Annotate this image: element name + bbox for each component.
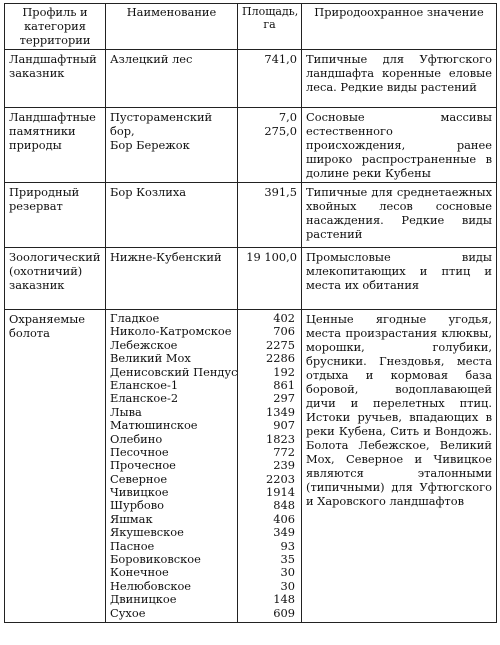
wetland-name: Матюшинское [110,418,198,433]
table-row [5,248,497,310]
wetland-area: 609 [273,605,295,620]
wetland-area: 2203 [266,471,295,486]
row-area-item: 275,0 [264,124,297,138]
wetland-area: 148 [273,592,295,607]
header-value: Природоохранное значение [302,4,497,50]
header-category: Профиль и категория территории [5,4,106,50]
row-category: Природный резерват [5,183,106,248]
row-name [106,248,238,310]
wetland-name: Лыва [110,404,142,419]
row-area [238,50,302,108]
row-area [238,183,302,248]
wetlands-name-list [106,310,238,623]
wetlands-category: Охраняемые болота [5,310,106,623]
wetland-name: Песочное [110,444,169,459]
row-value: Сосновые массивы естественного происхождения, ранее широко распространенные в долине реки Кубены [302,108,497,183]
wetlands-value: Ценные ягодные угодья, места произрастания клюквы, морошки, голубики, брусники. Гнездовья, места отдыха и кормовая база боровой, водоплавающей дичи и перелетных птиц. Истоки ручьев, впадающих в реки Кубена, Сить и Вондожь. Болота Лебежское, Великий Мох, Северное и Чивицкое являются эталонными (типичными) для Уфтюгского и Харовского ландшафтов [302,310,497,623]
wetland-area: 93 [280,538,295,553]
wetland-area: 2286 [266,351,295,366]
wetlands-row [5,310,497,623]
row-name-item: Нижне-Кубенский [110,250,222,264]
wetland-area: 1823 [266,431,295,446]
row-area-item: 7,0 [278,110,297,124]
wetland-name: Сухое [110,605,146,620]
header-row [5,4,497,50]
row-name [106,108,238,183]
wetland-area: 1914 [266,485,295,500]
row-name [106,183,238,248]
row-category: Зоологический (охотничий) заказник [5,248,106,310]
row-name [106,50,238,108]
wetland-name: Нелюбовское [110,578,192,593]
row-area-item: 741,0 [264,52,297,66]
wetland-name: Николо-Катромское [110,324,232,339]
wetland-area: 239 [273,458,295,473]
wetland-name: Олебино [110,431,163,446]
wetland-name: Гладкое [110,311,160,325]
wetland-name: Боровиковское [110,552,201,567]
row-area [238,108,302,183]
wetland-area: 2275 [266,337,295,352]
wetland-area: 297 [273,391,295,406]
wetland-area: 30 [280,565,295,580]
wetland-area: 1349 [266,404,295,419]
wetland-area: 772 [273,444,295,459]
wetland-name: Еланское-2 [110,391,179,406]
wetland-area: 349 [273,525,295,540]
protected-areas-table [4,3,497,623]
wetland-name: Шурбово [110,498,164,513]
row-value: Типичные для Уфтюгского ландшафта коренные еловые леса. Редкие виды растений [302,50,497,108]
wetland-area: 907 [273,418,295,433]
wetland-name: Еланское-1 [110,377,179,392]
row-category: Ландшафтные памятники природы [5,108,106,183]
row-name-item: Бор Козлиха [110,185,187,199]
header-area: Площадь, га [238,4,302,50]
wetland-name: Двиницкое [110,592,177,607]
wetland-area: 406 [273,511,295,526]
wetland-area: 706 [273,324,295,339]
row-value: Типичные для среднетаежных хвойных лесов сосновые насаждения. Редкие виды растений [302,183,497,248]
wetland-name: Великий Мох [110,351,191,366]
row-name-item: Пустораменский бор, [110,110,213,138]
row-area-item: 391,5 [264,185,297,199]
wetland-name: Яшмак [110,511,153,526]
wetland-area: 861 [273,377,295,392]
table-row [5,183,497,248]
wetland-name: Денисовский Пендус [110,364,238,379]
row-category: Ландшафтный заказник [5,50,106,108]
wetland-area: 35 [280,552,295,567]
row-area [238,248,302,310]
wetland-area: 192 [273,364,295,379]
wetland-area: 402 [273,311,295,325]
table-row [5,108,497,183]
wetland-name: Северное [110,471,168,486]
wetland-name: Лебежское [110,337,178,352]
wetland-name: Прочеcное [110,458,176,473]
wetland-area: 848 [273,498,295,513]
wetlands-area-list [238,310,302,623]
wetland-name: Пасное [110,538,155,553]
wetland-name: Якушевское [110,525,184,540]
header-name: Наименование [106,4,238,50]
wetland-name: Конечное [110,565,169,580]
row-name-item: Бор Бережок [110,138,190,152]
row-value: Промысловые виды млекопитающих и птиц и места их обитания [302,248,497,310]
wetland-name: Чивицкое [110,485,169,500]
row-name-item: Азлецкий лес [110,52,193,66]
row-area-item: 19 100,0 [246,250,297,264]
table-row [5,50,497,108]
wetland-area: 30 [280,578,295,593]
